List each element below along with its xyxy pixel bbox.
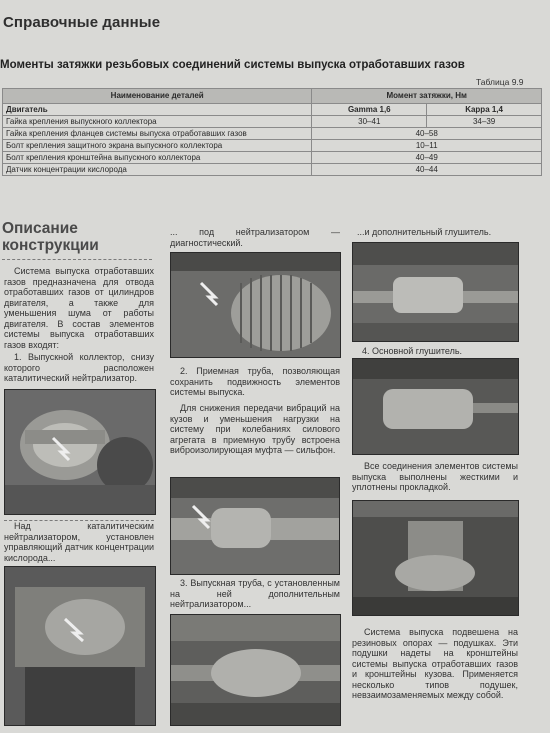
table-cell-kappa: 34–39 <box>427 116 542 128</box>
table-cell-name: Гайка крепления фланцев системы выпуска отработавших газов <box>3 128 312 140</box>
rubber-mount-photo <box>352 500 519 616</box>
exhaust-manifold-photo <box>4 389 156 515</box>
table-cell-value: 40–58 <box>312 128 542 140</box>
oxygen-sensor-photo <box>4 566 156 726</box>
table-subheader-kappa: Kappa 1,4 <box>427 104 542 116</box>
table-cell-name: Болт крепления защитного экрана выпускного коллектора <box>3 140 312 152</box>
table-cell-gamma: 30–41 <box>312 116 427 128</box>
table-caption: Таблица 9.9 <box>476 77 524 87</box>
table-cell-value: 40–49 <box>312 152 542 164</box>
table-row <box>3 164 542 176</box>
table-cell-value: 40–44 <box>312 164 542 176</box>
table-cell-name: Гайка крепления выпускного коллектора <box>3 116 312 128</box>
table-header-parts: Наименование деталей <box>3 89 312 104</box>
suspension-paragraph: Система выпуска подвешена на резиновых опорах — подушках. Эти подушки надеты на кронштейны системы выпуска отработавших газов и кронштейны кузова. Применяется несколько типов подушек, невзаимозаменяемых между собой. <box>352 627 518 700</box>
item-1-text: 1. Выпускной коллектор, снизу которого расположен каталитический нейтрализатор. <box>4 352 154 383</box>
table-row <box>3 128 542 140</box>
sensor-caption: Над каталитическим нейтрализатором, установлен управляющий датчик концентрации кислорода... <box>4 521 154 563</box>
item-3-text: 3. Выпускная труба, с установленным на ней дополнительным нейтрализатором... <box>170 578 340 609</box>
table-subheader-gamma: Gamma 1,6 <box>312 104 427 116</box>
table-cell-name: Болт крепления кронштейна выпускного коллектора <box>3 152 312 164</box>
table-cell-name: Датчик концентрации кислорода <box>3 164 312 176</box>
description-heading-line2: конструкции <box>2 237 99 254</box>
table-subheader-row <box>3 104 542 116</box>
table-row <box>3 140 542 152</box>
vibration-paragraph: Для снижения передачи вибраций на кузов и уменьшения нагрузки на систему при колебаниях силового агрегата в приемную трубу встроена виброизолирующая муфта — сильфон. <box>170 403 340 455</box>
table-row <box>3 152 542 164</box>
table-subheader-engine: Двигатель <box>3 104 312 116</box>
item-4-text: 4. Основной глушитель. <box>362 346 463 356</box>
page-title: Справочные данные <box>3 14 161 31</box>
main-muffler-photo <box>352 358 519 455</box>
description-heading <box>2 220 99 254</box>
table-row <box>3 116 542 128</box>
item-2-text: 2. Приемная труба, позволяющая сохранить подвижность элементов системы выпуска. <box>170 366 340 397</box>
table-header-row <box>3 89 542 104</box>
heading-divider <box>2 259 152 260</box>
torque-table <box>2 88 542 176</box>
description-heading-line1: Описание <box>2 220 78 237</box>
front-pipe-photo <box>170 252 341 358</box>
table-header-torque: Момент затяжки, Нм <box>312 89 542 104</box>
col2-top-text: ... под нейтрализатором — диагностический. <box>170 227 340 248</box>
additional-muffler-photo <box>352 242 519 342</box>
col3-top-text: ...и дополнительный глушитель. <box>357 227 492 237</box>
intro-paragraph: Система выпуска отработавших газов предназначена для отвода отработавших газов от цилиндров двигателя, а также для уменьшения шума от работы двигателя. В состав элементов системы выпуска отработавших газов входят: <box>4 266 154 350</box>
table-cell-value: 10–11 <box>312 140 542 152</box>
section-heading: Моменты затяжки резьбовых соединений системы выпуска отработавших газов <box>0 59 465 71</box>
exhaust-pipe-photo <box>170 477 340 575</box>
additional-converter-photo <box>170 614 341 726</box>
connections-paragraph: Все соединения элементов системы выпуска выполнены жесткими и уплотнены прокладкой. <box>352 461 518 492</box>
